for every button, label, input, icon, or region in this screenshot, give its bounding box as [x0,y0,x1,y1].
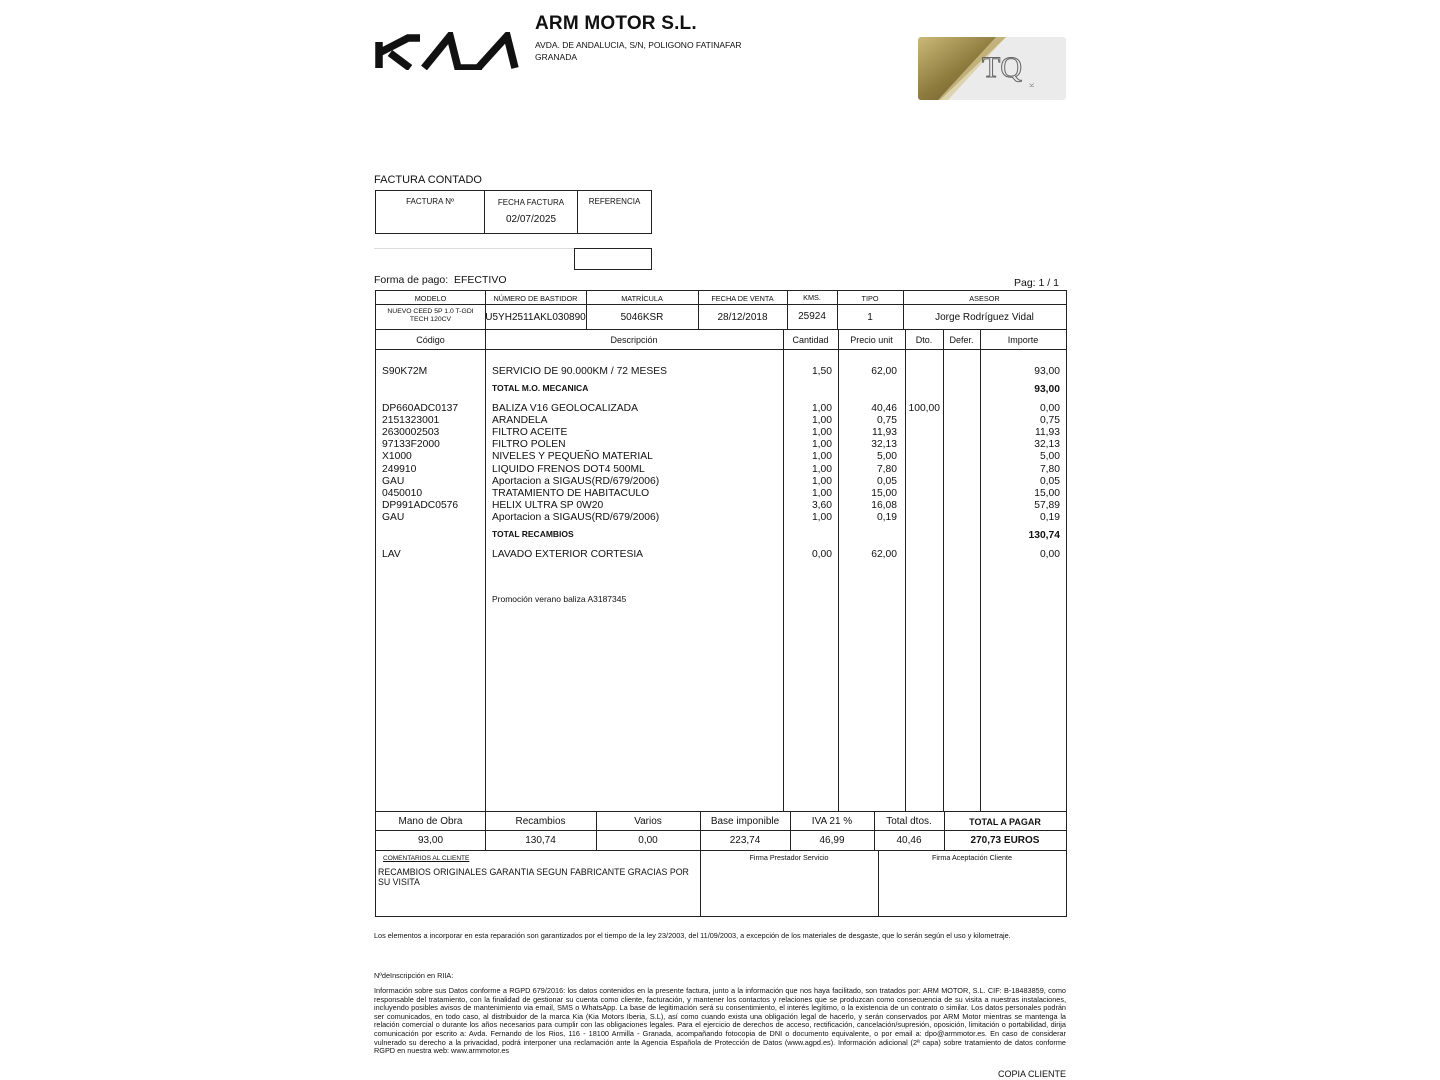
item-amount: 0,00 [1039,549,1060,560]
item-amount: 7,80 [1039,463,1060,475]
total-labor-label: Mano de Obra [398,816,463,827]
item-unit-price: 16,08 [871,499,897,511]
privacy-notice: Información sobre sus Datos conforme a RGPD 679/2016: los datos contenidos en la presente factura, junto a la información que nos haya facilitado, son tratados por: ARM MOTOR, S.L. CIF: B-18483859, como responsable del tratamiento, con la finalidad de gestionar su cuenta como cliente, facturación, y mantener los contactos y relaciones que se produzcan como consecuencia de su visita a nuestras instalaciones, incluyendo posibles avisos de mantenimiento via email, SMS o WhatsApp. La base de legitimación será su consentimiento, el interés legítimo, o la existencia de un contrato o similar. Los datos personales podrán ser comunicados, en todo caso, al distribuidor de la marca Kia (Kia Motors Iberia, S.L), así como cuando exista una obligación legal de hacerlo, y serán conservados por ARM Motor mientras se mantenga la relación comercial o durante los años necesarios para cumplir con las obligaciones legales. Para el ejercicio de derechos de acceso, rectificación, cancelación/supresión, oposición, limitación o portabilidad, dirija comunicación por escrito a: Avda. Fernando de los Rios, 116 - 18100 Armilla - Granada, acompañando fotocopia de DNI o documento equivalente, o por email a: dpo@armmotor.es. En caso de considerar vulnerado su derecho a la privacidad, podrá interponer una reclamación ante la Agencia Española de Protección de Datos (www.agpd.es). Información adicional (2ª capa) sobre tratamiento de datos conforme RGPD en nuestra web: www.armmotor.es [374,986,1066,1056]
item-code: GAU [382,475,405,487]
item-description: SERVICIO DE 90.000KM / 72 MESES [492,366,667,377]
item-amount: 5,00 [1039,451,1060,463]
items-header-amount: Importe [1007,335,1039,345]
items-header-quantity: Cantidad [792,335,829,345]
items-header-discount: Dto. [915,335,933,345]
payment-label: Forma de pago: [374,274,449,286]
total-labor-value: 93,00 [417,835,444,846]
item-code: S90K72M [382,366,428,377]
invoice-reference-cell [578,191,651,233]
vehicle-vin: U5YH2511AKL030890 [485,312,586,323]
vehicle-sale-date: 28/12/2018 [717,312,768,323]
payment-method [374,274,507,286]
item-quantity: 1,00 [811,427,832,439]
total-discounts-label: Total dtos. [886,816,932,827]
labor-total-value: 93,00 [1034,384,1060,395]
item-quantity: 1,00 [811,463,832,475]
warranty-note: Los elementos a incorporar en esta reparación son garantizados por el tiempo de la ley 23/2003, del 11/09/2003, a excepción de los materiales de desgaste, que lo serán según el uso y kilometraje. [374,931,1011,940]
items-header-code: Código [416,335,445,345]
item-amount: 15,00 [1034,487,1060,499]
item-unit-price: 11,93 [871,427,897,439]
item-description: NIVELES Y PEQUEÑO MATERIAL [492,451,653,463]
item-quantity: 1,00 [811,487,832,499]
item-quantity: 1,50 [811,366,832,377]
vehicle-plate: 5046KSR [620,312,664,323]
item-unit-price: 62,00 [871,549,897,560]
vehicle-advisor: Jorge Rodríguez Vidal [935,312,1034,323]
item-description: ARANDELA [492,415,548,427]
item-quantity: 1,00 [811,415,832,427]
invoice-type: FACTURA CONTADO [374,174,482,186]
total-base-label: Base imponible [710,816,780,827]
item-code: 0450010 [382,487,423,499]
invoice-date-cell [485,191,578,233]
item-quantity: 3,60 [811,499,832,511]
invoice-reference-label: REFERENCIA [588,197,641,206]
item-amount: 93,00 [1034,366,1060,377]
invoice-number-label: FACTURA Nº [406,197,454,206]
comments-text: RECAMBIOS ORIGINALES GARANTIA SEGUN FABRICANTE GRACIAS POR SU VISITA [378,867,689,887]
item-code: 249910 [382,463,417,475]
item-unit-price: 32,13 [871,439,897,451]
vehicle-type: 1 [867,312,873,323]
item-unit-price: 0,19 [876,511,897,523]
promo-note: Promoción verano baliza A3187345 [492,594,627,604]
item-code: DP660ADC0137 [382,403,459,414]
item-amount: 0,75 [1039,415,1060,427]
item-code: DP991ADC0576 [382,499,459,511]
labor-total-label: TOTAL M.O. MECANICA [492,383,589,393]
item-quantity: 1,00 [811,439,832,451]
item-discount: 100,00 [908,403,940,414]
item-unit-price: 0,75 [876,415,897,427]
item-code: X1000 [382,451,412,463]
item-code: GAU [382,511,405,523]
item-amount: 0,19 [1039,511,1060,523]
invoice-date-value: 02/07/2025 [505,214,557,225]
provider-signature-label: Firma Prestador Servicio [749,853,829,862]
item-amount: 32,13 [1034,439,1060,451]
comments-label: COMENTARIOS AL CLIENTE [383,855,470,862]
page-number: Pag: 1 / 1 [1014,277,1059,289]
vehicle-header-vin: NÚMERO DE BASTIDOR [493,294,578,303]
company-address [535,39,742,63]
items-header-deferred: Defer. [949,335,974,345]
item-unit-price: 0,05 [876,475,897,487]
client-signature-label: Firma Aceptación Cliente [932,853,1012,862]
item-quantity: 1,00 [811,475,832,487]
company-address-line2: GRANADA [535,52,578,62]
invoice-date-label: FECHA FACTURA [497,198,565,207]
total-misc-value: 0,00 [638,835,658,846]
item-code: 97133F2000 [382,439,440,451]
item-quantity: 0,00 [811,549,832,560]
vehicle-model-line2: TECH 120CV [409,316,452,323]
vehicle-header-advisor: ASESOR [969,294,1000,303]
riia-registration: NºdeInscripción en RIIA: [374,971,454,980]
item-description: TRATAMIENTO DE HABITACULO [492,487,650,499]
vehicle-kms: 25924 [798,311,826,322]
item-unit-price: 5,00 [876,451,897,463]
item-quantity: 1,00 [811,511,832,523]
total-vat-label: IVA 21 % [811,816,853,827]
item-description: FILTRO POLEN [492,439,566,451]
vehicle-model-line1: NUEVO CEED 5P 1.0 T-GDI [387,308,474,315]
invoice-number-cell [376,191,485,233]
tq-badge-logo [918,37,1066,100]
svg-text:TQ: TQ [982,51,1022,84]
item-quantity: 1,00 [811,403,832,414]
invoice-table [375,290,1067,917]
copy-label: COPIA CLIENTE [998,1069,1067,1079]
vehicle-header-model: MODELO [414,294,447,303]
total-to-pay-label: TOTAL A PAGAR [969,817,1041,827]
vehicle-model [376,308,485,324]
item-amount: 0,05 [1039,475,1060,487]
item-description: FILTRO ACEITE [492,427,568,439]
vehicle-header-plate: MATRÍCULA [621,294,663,303]
parts-total-value: 130,74 [1028,530,1060,541]
item-unit-price: 40,46 [871,403,897,414]
item-description: Aportacion a SIGAUS(RD/679/2006) [492,511,660,523]
total-base-value: 223,74 [729,835,761,846]
kia-logo [374,32,520,70]
total-misc-label: Varios [634,816,662,827]
svg-text:K: K [1030,82,1036,87]
item-description: LIQUIDO FRENOS DOT4 500ML [492,463,645,475]
total-discounts-value: 40,46 [896,835,922,846]
item-description: BALIZA V16 GEOLOCALIZADA [492,403,638,414]
company-address-line1: AVDA. DE ANDALUCIA, S/N, POLIGONO FATINAFAR [535,40,742,50]
item-quantity: 1,00 [811,451,832,463]
company-name: ARM MOTOR S.L. [535,13,697,34]
item-unit-price: 15,00 [871,487,897,499]
items-header-description: Descripción [610,335,658,345]
item-code: 2630002503 [382,427,440,439]
total-to-pay-value: 270,73 EUROS [970,835,1040,846]
item-code: LAV [382,549,401,560]
total-parts-value: 130,74 [525,835,556,846]
item-description: HELIX ULTRA SP 0W20 [492,499,604,511]
total-parts-label: Recambios [515,816,566,827]
total-vat-value: 46,99 [819,835,845,846]
blank-box [574,248,652,270]
item-amount: 11,93 [1034,427,1060,439]
item-unit-price: 62,00 [871,366,897,377]
divider [374,248,574,249]
payment-value: EFECTIVO [453,274,507,286]
item-code: 2151323001 [382,415,440,427]
items-header-unit-price: Precio unit [850,335,893,345]
item-amount: 0,00 [1039,403,1060,414]
item-description: Aportacion a SIGAUS(RD/679/2006) [492,475,660,487]
parts-total-label: TOTAL RECAMBIOS [492,529,574,539]
item-amount: 57,89 [1034,499,1060,511]
vehicle-header-kms: KMS. [803,293,821,302]
item-unit-price: 7,80 [876,463,897,475]
vehicle-header-type: TIPO [861,294,879,303]
vehicle-header-sale-date: FECHA DE VENTA [711,294,774,303]
invoice-header-box [375,190,652,234]
item-description: LAVADO EXTERIOR CORTESIA [492,549,644,560]
